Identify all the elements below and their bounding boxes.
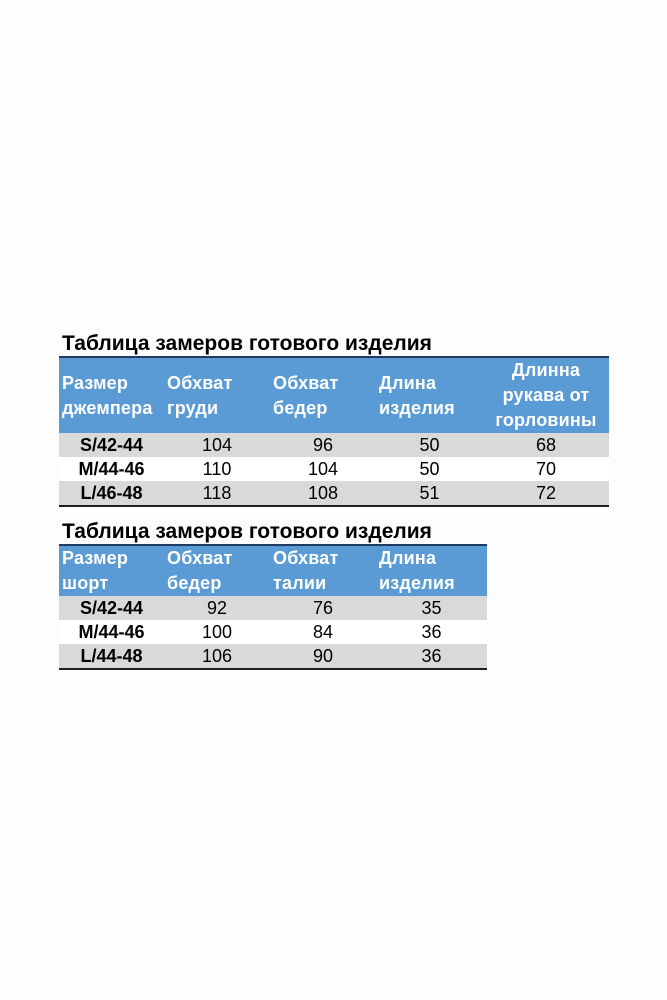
header-row xyxy=(59,545,487,596)
header-length-line1: Длина xyxy=(379,372,437,393)
value-cell: 36 xyxy=(421,646,442,666)
value-cell: 72 xyxy=(535,483,557,503)
header-chest-line2: груди xyxy=(167,397,219,418)
value-cell: 92 xyxy=(206,598,228,618)
table-row xyxy=(59,433,609,457)
value-cell: 96 xyxy=(312,435,334,455)
header-length-line2: изделия xyxy=(379,573,455,593)
header-sleeve-line2: рукава от xyxy=(502,385,590,405)
header-row xyxy=(59,357,609,433)
header-size-line2: джемпера xyxy=(62,397,153,418)
header-chest xyxy=(164,357,270,433)
value-cell: 104 xyxy=(201,435,233,455)
size-cell: S/42-44 xyxy=(79,435,144,455)
value-cell: 106 xyxy=(201,646,233,666)
header-size-line1: Размер xyxy=(62,372,129,393)
jumper-size-table xyxy=(59,356,609,507)
header-waist-line1: Обхват xyxy=(273,548,339,568)
header-size-line1: Размер xyxy=(62,548,129,568)
size-cell: S/42-44 xyxy=(79,598,144,618)
header-hips-line1: Обхват xyxy=(273,372,339,393)
value-cell: 108 xyxy=(307,483,339,503)
header-hips-line2: бедер xyxy=(167,573,222,593)
header-length xyxy=(376,357,483,433)
jumper-size-table-block xyxy=(59,332,609,507)
shorts-size-table-block xyxy=(59,520,487,670)
table-title: Таблица замеров готового изделия xyxy=(62,332,432,355)
header-sleeve xyxy=(483,357,609,433)
size-cell: M/44-46 xyxy=(78,459,145,479)
header-length-line1: Длина xyxy=(379,548,437,568)
value-cell: 104 xyxy=(307,459,339,479)
header-length-line2: изделия xyxy=(379,397,455,418)
value-cell: 100 xyxy=(201,622,233,642)
value-cell: 70 xyxy=(535,459,557,479)
header-hips xyxy=(270,357,376,433)
table-row xyxy=(59,644,487,669)
header-size-line2: шорт xyxy=(62,573,109,593)
value-cell: 76 xyxy=(312,598,334,618)
header-size xyxy=(59,545,164,596)
table-title: Таблица замеров готового изделия xyxy=(62,520,432,543)
header-sleeve-line1: Длинна xyxy=(511,360,581,380)
header-hips-line2: бедер xyxy=(273,397,328,418)
size-cell: L/46-48 xyxy=(80,483,143,503)
value-cell: 68 xyxy=(535,435,557,455)
value-cell: 35 xyxy=(421,598,442,618)
table-row xyxy=(59,457,609,481)
header-waist xyxy=(270,545,376,596)
header-length xyxy=(376,545,487,596)
table-row xyxy=(59,620,487,644)
shorts-size-table xyxy=(59,544,487,670)
value-cell: 118 xyxy=(202,483,232,503)
value-cell: 50 xyxy=(419,435,440,455)
value-cell: 51 xyxy=(419,483,440,503)
header-size xyxy=(59,357,164,433)
header-hips-line1: Обхват xyxy=(167,548,233,568)
header-waist-line2: талии xyxy=(273,573,327,593)
value-cell: 36 xyxy=(421,622,442,642)
table-row xyxy=(59,481,609,506)
header-chest-line1: Обхват xyxy=(167,372,233,393)
value-cell: 90 xyxy=(312,646,334,666)
size-cell: M/44-46 xyxy=(78,622,145,642)
value-cell: 110 xyxy=(202,459,232,479)
size-cell: L/44-48 xyxy=(80,646,143,666)
table-row xyxy=(59,596,487,620)
value-cell: 50 xyxy=(419,459,440,479)
header-hips xyxy=(164,545,270,596)
value-cell: 84 xyxy=(312,622,334,642)
header-sleeve-line3: горловины xyxy=(495,410,597,430)
